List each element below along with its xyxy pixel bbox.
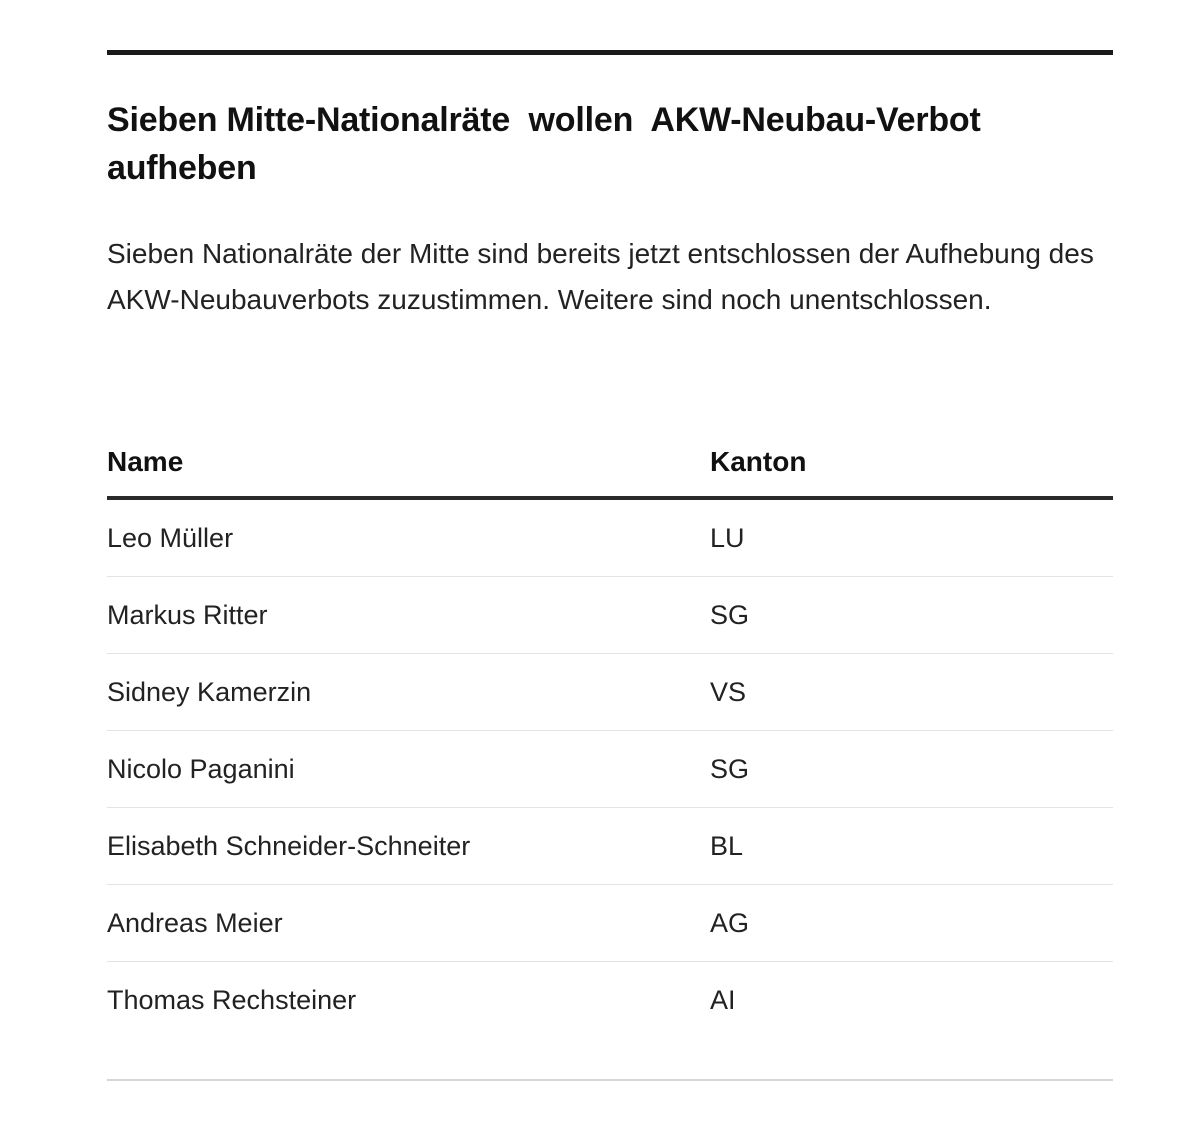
cell-name: Leo Müller — [107, 523, 234, 553]
cell-name: Andreas Meier — [107, 908, 283, 938]
top-divider — [107, 50, 1113, 55]
table-row — [107, 500, 1113, 577]
cell-name: Markus Ritter — [107, 600, 268, 630]
table-header — [107, 430, 1113, 500]
table-row — [107, 731, 1113, 808]
cell-name: Thomas Rechsteiner — [107, 985, 357, 1015]
cell-kanton: VS — [710, 677, 747, 707]
column-header-kanton: Kanton — [710, 446, 807, 477]
data-table — [107, 430, 1113, 1038]
bottom-divider — [107, 1079, 1113, 1081]
article-intro: Sieben Nationalräte der Mitte sind bereits jetzt entschlossen der Aufhebung des AKW-Neubauverbots zuzustimmen. Weitere sind noch unentschlossen. — [107, 238, 1094, 315]
table-row — [107, 885, 1113, 962]
column-header-name: Name — [107, 446, 184, 477]
cell-kanton: SG — [710, 754, 750, 784]
cell-kanton: LU — [710, 523, 745, 553]
cell-kanton: BL — [710, 831, 744, 861]
article-title: Sieben Mitte-Nationalräte wollen AKW-Neubau-Verbot aufheben — [107, 101, 990, 187]
table-row — [107, 808, 1113, 885]
cell-name: Elisabeth Schneider-Schneiter — [107, 831, 471, 861]
table-row — [107, 577, 1113, 654]
table-row — [107, 654, 1113, 731]
cell-name: Nicolo Paganini — [107, 754, 295, 784]
table-body — [107, 500, 1113, 1038]
table-row — [107, 962, 1113, 1038]
cell-name: Sidney Kamerzin — [107, 677, 312, 707]
cell-kanton: AG — [710, 908, 750, 938]
cell-kanton: SG — [710, 600, 750, 630]
cell-kanton: AI — [710, 985, 736, 1015]
